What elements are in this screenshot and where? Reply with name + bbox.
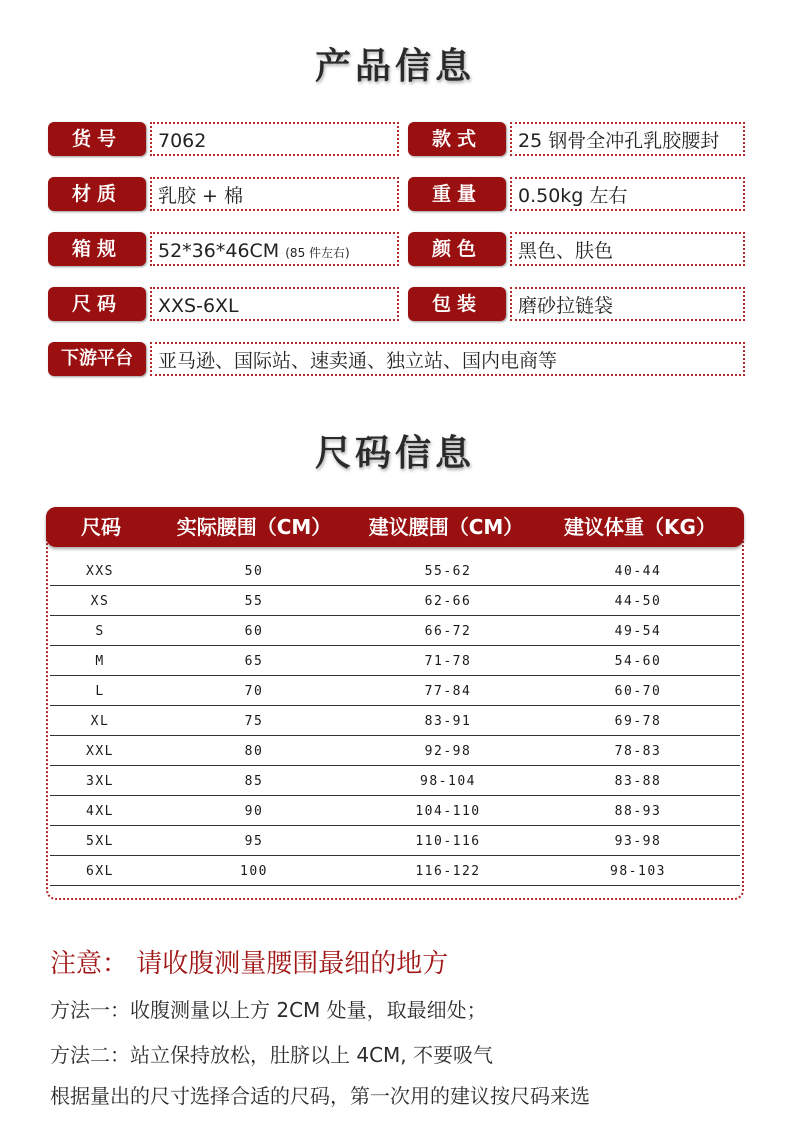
cell-size: 6XL [86, 864, 114, 879]
table-row [50, 585, 740, 616]
cell-recommended-weight: 98-103 [610, 864, 666, 879]
cell-recommended-waist: 92-98 [424, 744, 472, 759]
cell-actual-waist: 100 [240, 864, 268, 879]
cell-recommended-waist: 116-122 [415, 864, 481, 879]
cell-size: L [95, 684, 105, 699]
cell-recommended-waist: 98-104 [420, 774, 476, 789]
cell-size: XXS [86, 564, 114, 579]
cell-recommended-weight: 93-98 [614, 834, 662, 849]
cell-size: M [95, 654, 105, 669]
carton-size-dimensions: 52*36*46CM [158, 240, 280, 262]
value-color: 黑色、肤色 [510, 232, 745, 266]
value-carton-size [150, 232, 399, 266]
label-material: 材质 [48, 177, 146, 211]
value-material: 乳胶 + 棉 [150, 177, 399, 211]
carton-size-quantity-note: (85 件左右) [285, 246, 350, 260]
cell-actual-waist: 85 [244, 774, 264, 789]
label-item-number: 货号 [48, 122, 146, 156]
table-row [50, 615, 740, 646]
cell-recommended-weight: 49-54 [614, 624, 662, 639]
label-size-range: 尺码 [48, 287, 146, 321]
table-row [50, 855, 740, 886]
header-recommended-weight: 建议体重（KG） [564, 515, 716, 539]
cell-recommended-waist: 55-62 [424, 564, 472, 579]
table-row [50, 765, 740, 796]
value-item-number: 7062 [150, 122, 399, 156]
cell-recommended-weight: 69-78 [614, 714, 662, 729]
cell-recommended-waist: 104-110 [415, 804, 481, 819]
cell-recommended-waist: 83-91 [424, 714, 472, 729]
cell-size: S [95, 624, 105, 639]
cell-recommended-weight: 88-93 [614, 804, 662, 819]
value-size-range: XXS-6XL [150, 287, 399, 321]
cell-actual-waist: 70 [244, 684, 264, 699]
header-actual-waist: 实际腰围（CM） [176, 515, 332, 539]
cell-recommended-waist: 66-72 [424, 624, 472, 639]
cell-actual-waist: 80 [244, 744, 264, 759]
table-row [50, 825, 740, 856]
cell-actual-waist: 60 [244, 624, 264, 639]
header-recommended-waist: 建议腰围（CM） [368, 515, 524, 539]
value-style: 25 钢骨全冲孔乳胶腰封 [510, 122, 745, 156]
product-info-title: 产品信息 [314, 45, 475, 87]
table-row [50, 795, 740, 826]
note-method-one: 方法一：收腹测量以上方 2CM 处量，取最细处； [50, 998, 487, 1022]
cell-size: 4XL [86, 804, 114, 819]
cell-actual-waist: 55 [244, 594, 264, 609]
header-size: 尺码 [81, 515, 121, 539]
value-weight: 0.50kg 左右 [510, 177, 745, 211]
table-row [50, 645, 740, 676]
cell-actual-waist: 90 [244, 804, 264, 819]
measurement-note-heading: 注意： 请收腹测量腰围最细的地方 [50, 949, 449, 979]
label-weight: 重量 [408, 177, 506, 211]
table-row [50, 675, 740, 706]
cell-recommended-weight: 78-83 [614, 744, 662, 759]
value-platforms: 亚马逊、国际站、速卖通、独立站、国内电商等 [150, 342, 745, 376]
cell-actual-waist: 75 [244, 714, 264, 729]
cell-recommended-waist: 110-116 [415, 834, 481, 849]
cell-actual-waist: 65 [244, 654, 264, 669]
cell-actual-waist: 50 [244, 564, 264, 579]
label-platforms: 下游平台 [48, 342, 146, 376]
cell-actual-waist: 95 [244, 834, 264, 849]
label-color: 颜色 [408, 232, 506, 266]
cell-recommended-waist: 77-84 [424, 684, 472, 699]
cell-recommended-weight: 54-60 [614, 654, 662, 669]
label-packaging: 包装 [408, 287, 506, 321]
cell-recommended-weight: 83-88 [614, 774, 662, 789]
cell-recommended-weight: 60-70 [614, 684, 662, 699]
table-row [50, 735, 740, 766]
cell-size: XL [90, 714, 110, 729]
cell-size: XXL [86, 744, 114, 759]
cell-size: XS [90, 594, 110, 609]
label-style: 款式 [408, 122, 506, 156]
cell-recommended-weight: 40-44 [614, 564, 662, 579]
note-selection-advice: 根据量出的尺寸选择合适的尺码，第一次用的建议按尺码来选 [50, 1084, 590, 1108]
table-row [50, 705, 740, 736]
table-row [50, 555, 740, 586]
cell-recommended-waist: 62-66 [424, 594, 472, 609]
cell-recommended-waist: 71-78 [424, 654, 472, 669]
cell-size: 5XL [86, 834, 114, 849]
label-carton-size: 箱规 [48, 232, 146, 266]
cell-recommended-weight: 44-50 [614, 594, 662, 609]
value-packaging: 磨砂拉链袋 [510, 287, 745, 321]
cell-size: 3XL [86, 774, 114, 789]
size-table-header [46, 507, 744, 547]
size-info-title: 尺码信息 [314, 432, 475, 474]
note-method-two: 方法二：站立保持放松，肚脐以上 4CM, 不要吸气 [50, 1043, 494, 1067]
